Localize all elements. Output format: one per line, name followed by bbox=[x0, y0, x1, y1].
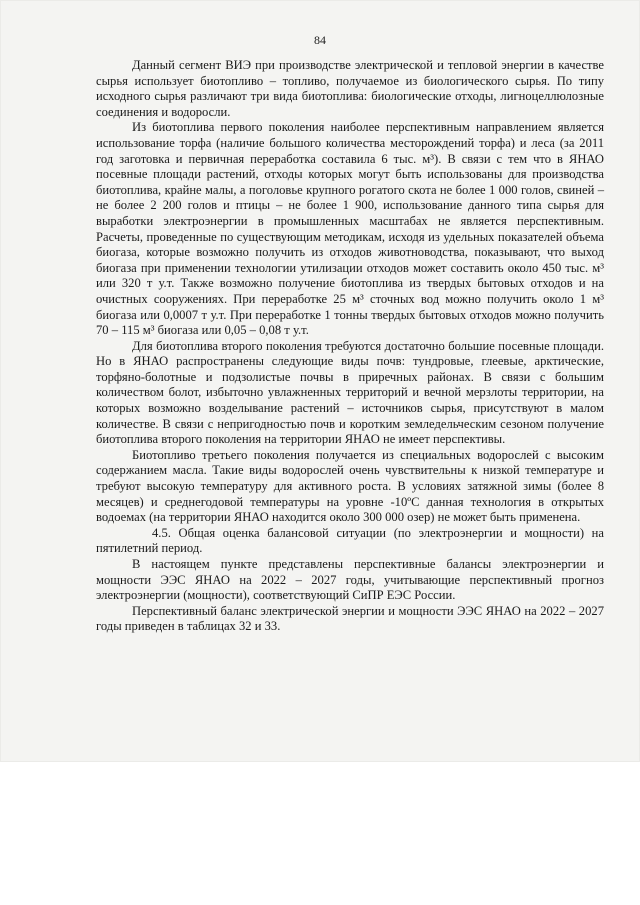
paragraph-balances-intro: В настоящем пункте представлены перспективные балансы электроэнергии и мощности ЭЭС ЯНАО на 2022 – 2027 годы, учитывающие перспективный прогноз электроэнергии (мощности), соответствующий СиПР ЕЭС России. bbox=[96, 557, 604, 603]
paragraph-first-generation: Из биотоплива первого поколения наиболее перспективным направлением является использование торфа (наличие большого количества месторождений торфа) и леса (за 2011 год заготовка и первичная переработка составила 6 тыс. м³). В связи с тем что в ЯНАО посевные площади растений, отходы которых могут быть использованы для производства биотоплива, крайне малы, а поголовье крупного рогатого скота не более 1 000 голов, свиней – не более 2 200 голов и птицы – не более 1 900, использование данного типа сырья для выработки электроэнергии в промышленных масштабах не является перспективным. Расчеты, проведенные по существующим методикам, исходя из удельных показателей объема биогаза, которые возможно получить из отходов животноводства, показывают, что выход биогаза при применении технологии утилизации отходов может составить около 450 тыс. м³ или 320 т у.т. Также возможно получение биотоплива из твердых бытовых отходов и на очистных сооружениях. При переработке 25 м³ сточных вод можно получить около 1 м³ биогаза или 0,0007 т у.т. При переработке 1 тонны твердых бытовых отходов можно получить 70 – 115 м³ биогаза или 0,05 – 0,08 т у.т. bbox=[96, 120, 604, 338]
section-heading-4-5: 4.5. Общая оценка балансовой ситуации (по электроэнергии и мощности) на пятилетний период. bbox=[96, 525, 604, 556]
paragraph-tables-reference: Перспективный баланс электрической энергии и мощности ЭЭС ЯНАО на 2022 – 2027 годы приведен в таблицах 32 и 33. bbox=[96, 603, 604, 634]
paragraph-second-generation: Для биотоплива второго поколения требуются достаточно большие посевные площади. Но в ЯНАО распространены следующие виды почв: тундровые, глеевые, арктические, торфяно-болотные и подзолистые почвы в приречных районах. В связи с большим количеством болот, избыточно увлажненных территорий и вечной мерзлоты территории, на которых возможно возделывание растений – источников сырья, присутствуют в малом количестве. В связи с непригодностью почв и коротким земледельческим сезоном получение биотоплива второго поколения на территории ЯНАО не имеет перспективы. bbox=[96, 338, 604, 447]
paragraph-third-generation: Биотопливо третьего поколения получается из специальных водорослей с высоким содержанием масла. Такие виды водорослей очень чувствительны к низкой температуре и требуют высокую температуру для активного роста. В условиях затяжной зимы (более 8 месяцев) и среднегодовой температуры на уровне -10ºС данная технология в открытых водоемах (на территории ЯНАО находится около 300 000 озер) не может быть применена. bbox=[96, 447, 604, 525]
document-body bbox=[96, 58, 604, 635]
paragraph-bio-segment: Данный сегмент ВИЭ при производстве электрической и тепловой энергии в качестве сырья использует биотопливо – топливо, получаемое из биологического сырья. По типу исходного сырья различают три вида биотоплива: биологические отходы, лигноцеллюлозные соединения и водоросли. bbox=[96, 58, 604, 119]
page-number: 84 bbox=[314, 33, 326, 47]
